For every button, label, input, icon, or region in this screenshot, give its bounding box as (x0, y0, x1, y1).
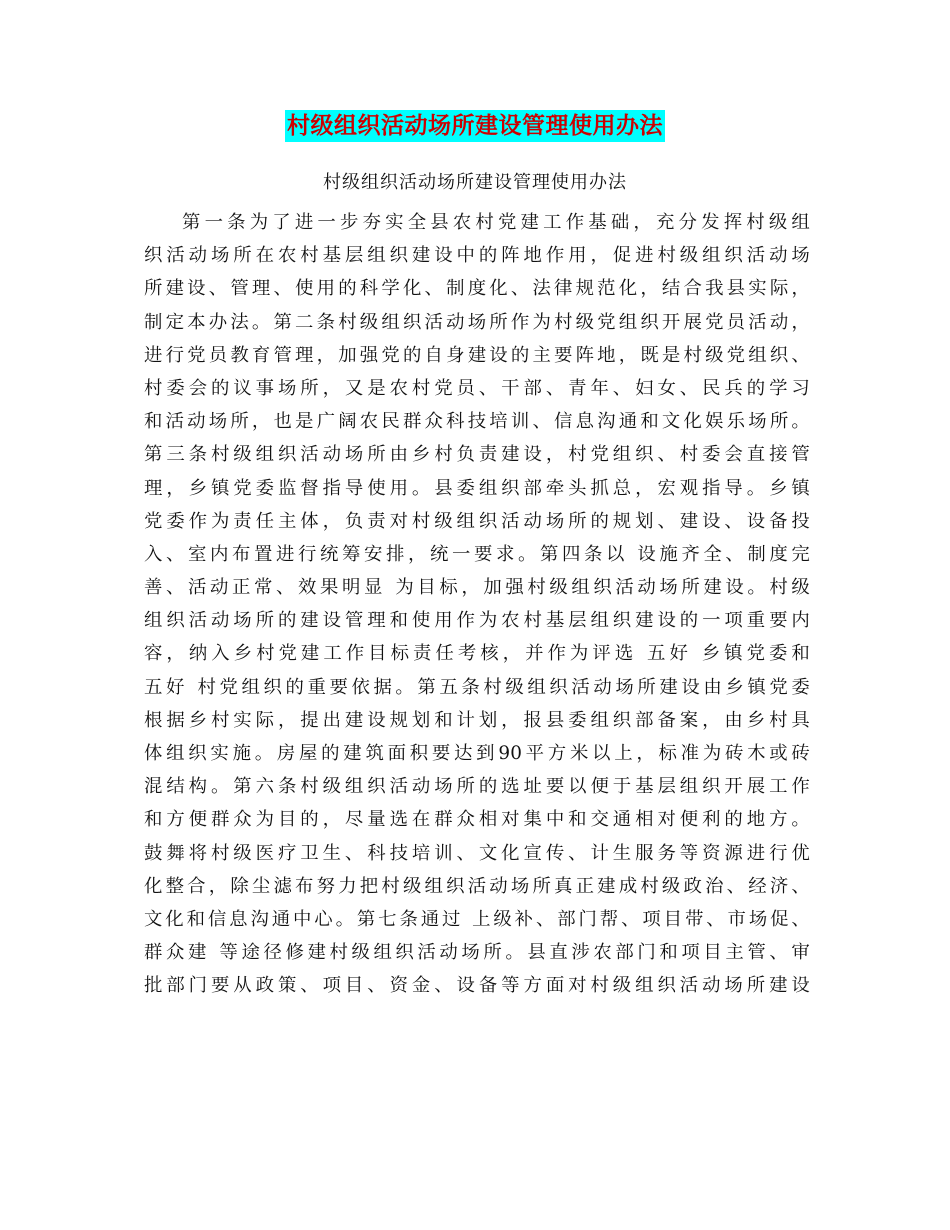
body-line: 组织活动场所的建设管理和使用作为农村基层组织建设的一项重要内 (144, 610, 810, 632)
body-line: 和活动场所，也是广阔农民群众科技培训、信息沟通和文化娱乐场所。 (144, 411, 810, 433)
body-line: 混结构。第六条村级组织活动场所的选址要以便于基层组织开展工作 (144, 776, 810, 798)
body-line: 鼓舞将村级医疗卫生、科技培训、文化宣传、计生服务等资源进行优 (144, 842, 810, 864)
body-line: 和方便群众为目的，尽量选在群众相对集中和交通相对便利的地方。 (144, 809, 810, 831)
body-line: 五好 村党组织的重要依据。第五条村级组织活动场所建设由乡镇党委 (144, 676, 810, 698)
body-line: 制定本办法。第二条村级组织活动场所作为村级党组织开展党员活动， (144, 311, 810, 333)
body-line: 党委作为责任主体，负责对村级组织活动场所的规划、建设、设备投 (144, 510, 810, 532)
body-line: 村委会的议事场所，又是农村党员、干部、青年、妇女、民兵的学习 (144, 377, 810, 399)
body-line: 入、室内布置进行统筹安排，统一要求。第四条以 设施齐全、制度完 (144, 543, 810, 565)
document-body (144, 206, 810, 1003)
body-line: 文化和信息沟通中心。第七条通过 上级补、部门帮、项目带、市场促、 (144, 908, 810, 930)
body-line: 群众建 等途径修建村级组织活动场所。县直涉农部门和项目主管、审 (144, 942, 810, 964)
body-line: 善、活动正常、效果明显 为目标，加强村级组织活动场所建设。村级 (144, 577, 810, 599)
title-block (0, 110, 950, 142)
body-line: 理，乡镇党委监督指导使用。县委组织部牵头抓总，宏观指导。乡镇 (144, 477, 810, 499)
body-line: 容，纳入乡村党建工作目标责任考核，并作为评选 五好 乡镇党委和 (144, 643, 810, 665)
body-line: 第三条村级组织活动场所由乡村负责建设，村党组织、村委会直接管 (144, 444, 810, 466)
body-line: 体组织实施。房屋的建筑面积要达到90平方米以上，标准为砖木或砖 (144, 743, 810, 764)
body-line: 进行党员教育管理，加强党的自身建设的主要阵地，既是村级党组织、 (144, 344, 810, 366)
body-line: 所建设、管理、使用的科学化、制度化、法律规范化，结合我县实际， (144, 278, 810, 300)
body-line: 根据乡村实际，提出建设规划和计划，报县委组织部备案，由乡村具 (144, 709, 810, 731)
body-line: 第一条为了进一步夯实全县农村党建工作基础，充分发挥村级组 (182, 212, 810, 233)
body-line: 化整合，除尘滤布努力把村级组织活动场所真正建成村级政治、经济、 (144, 875, 810, 897)
body-line: 织活动场所在农村基层组织建设中的阵地作用，促进村级组织活动场 (144, 245, 810, 267)
document-subtitle: 村级组织活动场所建设管理使用办法 (323, 172, 627, 193)
body-line: 批部门要从政策、项目、资金、设备等方面对村级组织活动场所建设 (144, 975, 810, 997)
document-title: 村级组织活动场所建设管理使用办法 (285, 110, 665, 142)
